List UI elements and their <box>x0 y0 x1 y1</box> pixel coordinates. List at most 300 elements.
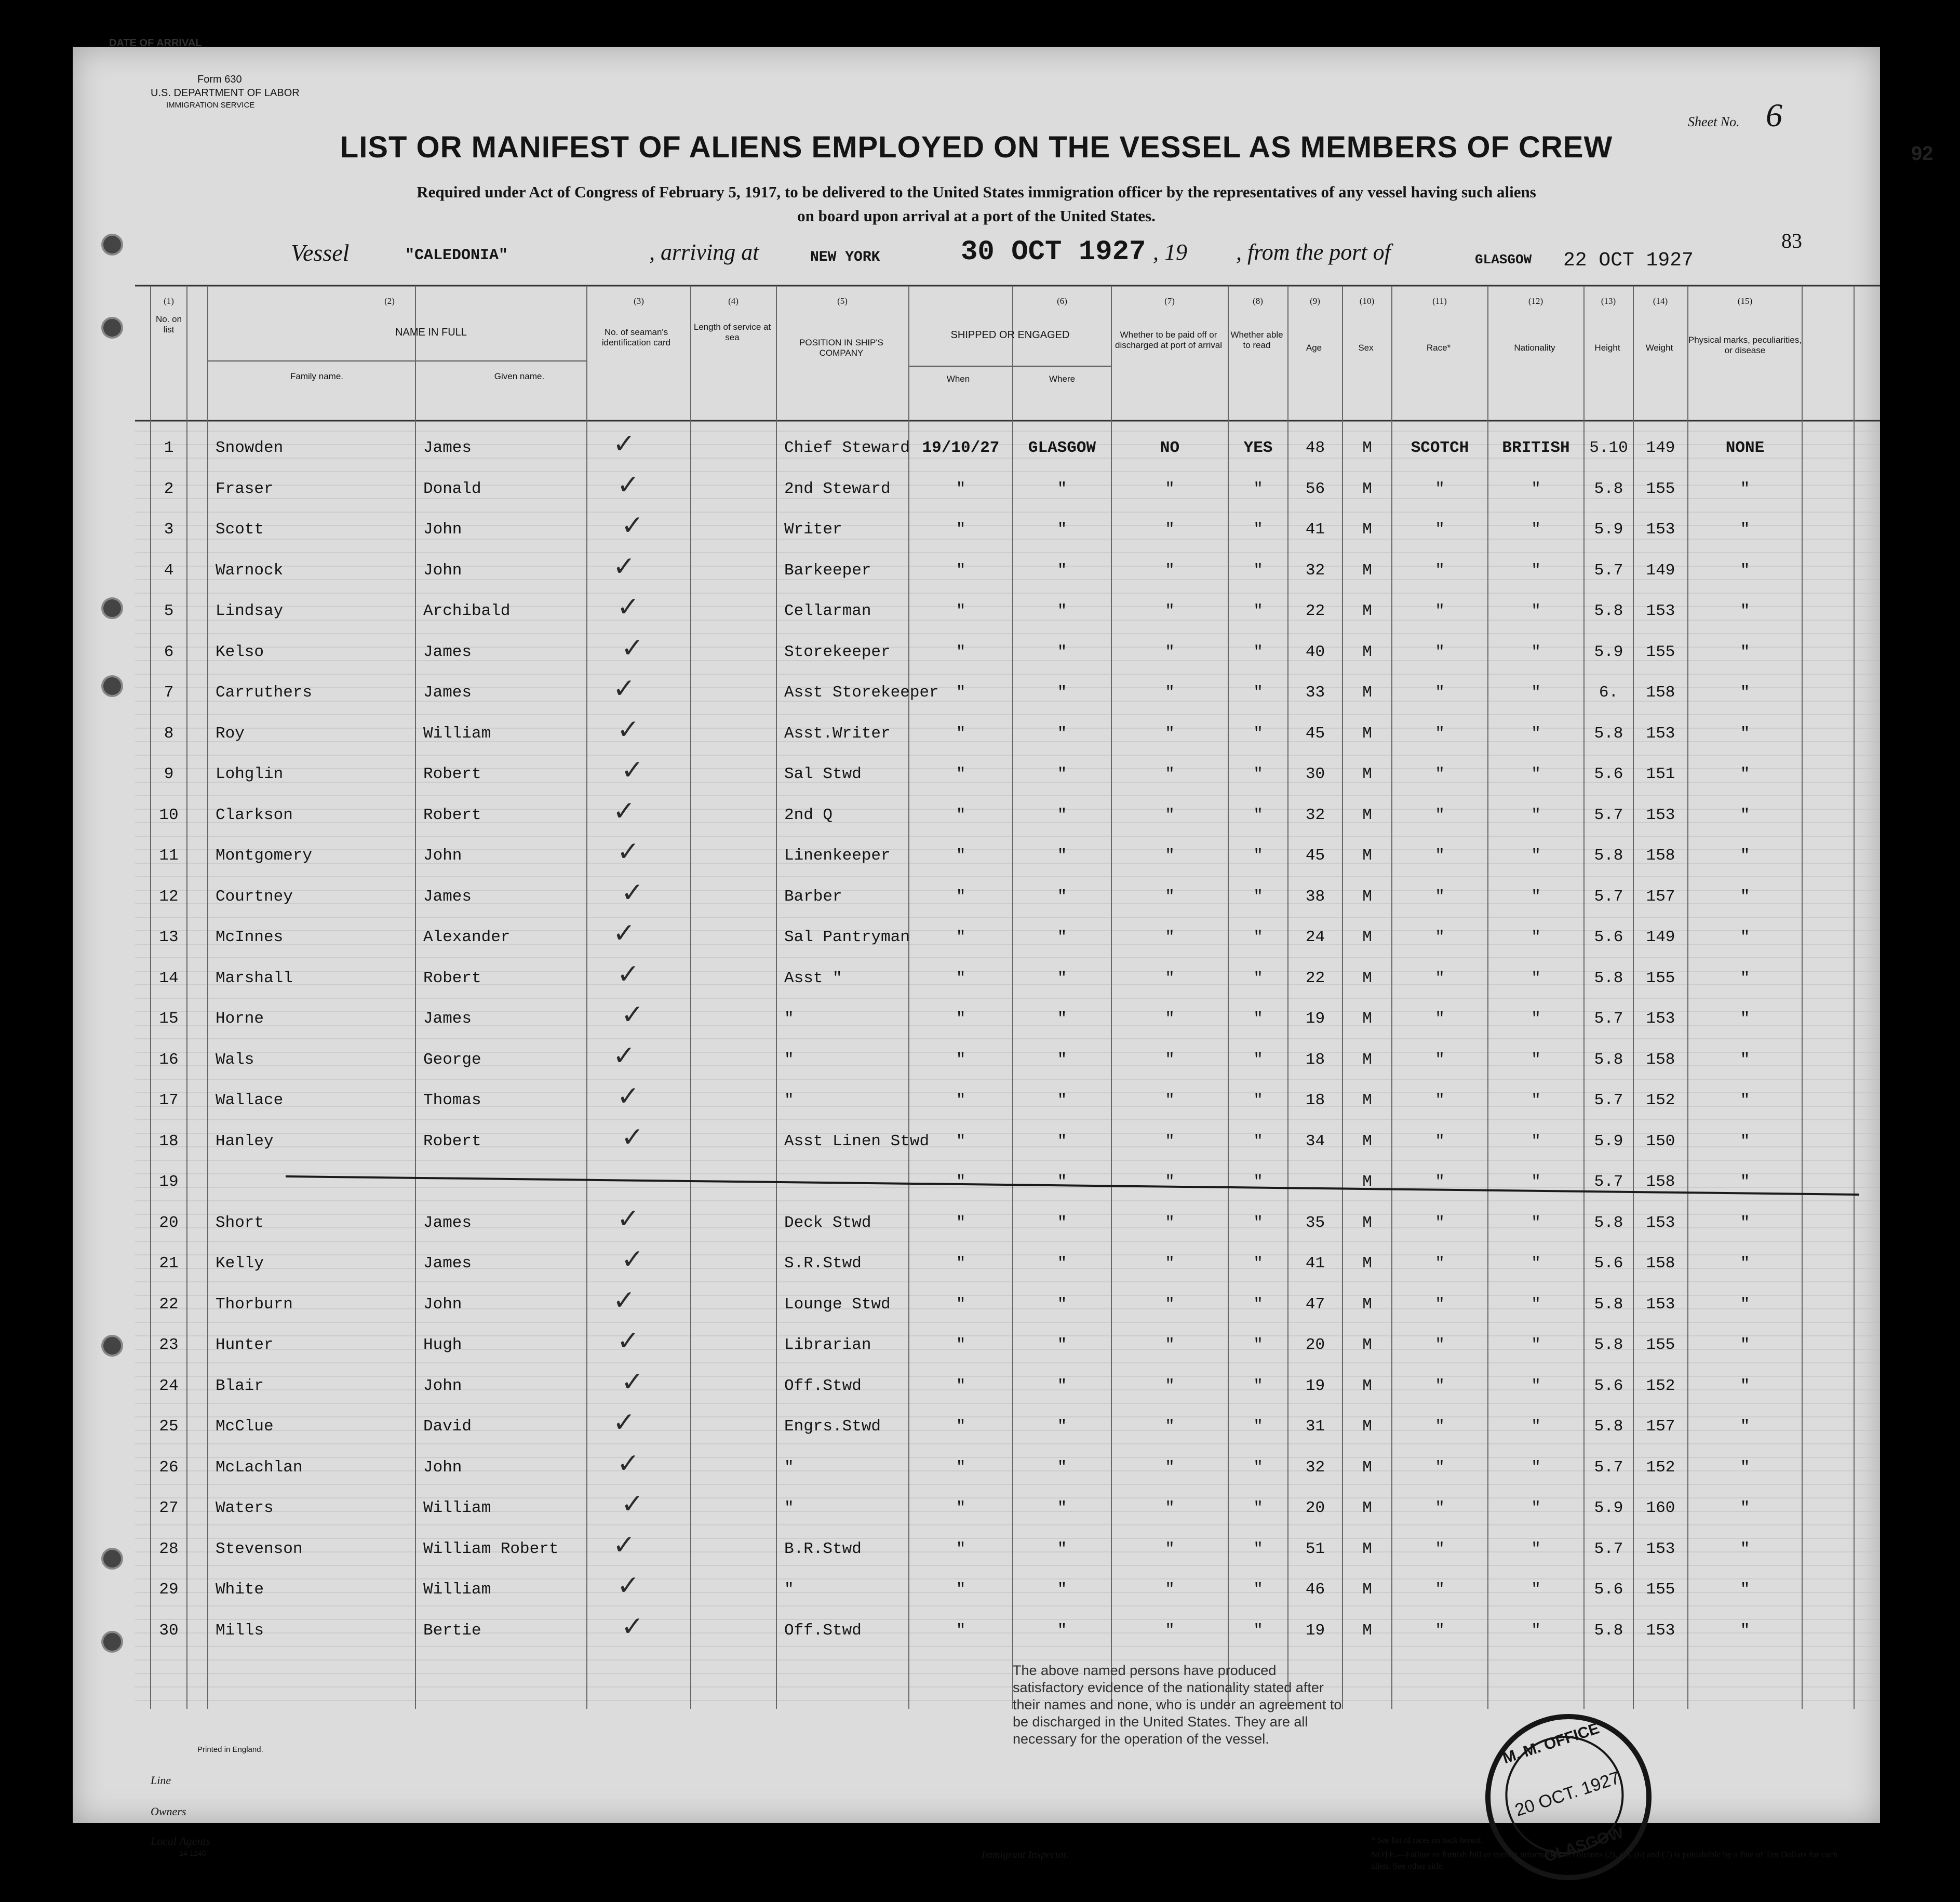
row-no: 14 <box>159 969 179 987</box>
row-nationality: " <box>1531 765 1541 783</box>
row-age: 47 <box>1305 1295 1325 1314</box>
row-when: " <box>956 887 966 906</box>
row-when: " <box>956 847 966 865</box>
row-height: 5.8 <box>1594 1295 1623 1314</box>
sheet-label: Sheet No. <box>1688 114 1740 129</box>
row-marks: " <box>1740 1091 1750 1109</box>
row-when: " <box>956 1295 966 1314</box>
row-nationality: " <box>1531 1295 1541 1314</box>
row-race: " <box>1435 1458 1445 1477</box>
row-weight: 152 <box>1646 1376 1675 1395</box>
row-weight: 153 <box>1646 1621 1675 1640</box>
row-height: 5.8 <box>1594 969 1623 987</box>
vessel-label: Vessel <box>291 239 350 266</box>
row-nationality: " <box>1531 561 1541 580</box>
row-where: " <box>1057 520 1067 539</box>
row-paid: " <box>1165 1417 1175 1436</box>
subtitle-line-1: Required under Act of Congress of February 5, 1917, to be delivered to the United States immigration officer by the representatives of any vessel having such aliens <box>417 183 1536 201</box>
row-read: " <box>1253 1621 1263 1640</box>
row-read: " <box>1253 1254 1263 1273</box>
row-nationality: " <box>1531 520 1541 539</box>
row-sex: M <box>1362 1173 1372 1191</box>
row-weight: 149 <box>1646 439 1675 457</box>
row-nationality: " <box>1531 1132 1541 1150</box>
row-weight: 153 <box>1646 520 1675 539</box>
row-weight: 152 <box>1646 1458 1675 1477</box>
row-no: 9 <box>164 765 174 783</box>
check-mark-icon: ✓ <box>613 428 636 460</box>
row-race: " <box>1435 969 1445 987</box>
row-no: 23 <box>159 1336 179 1354</box>
row-paid: " <box>1165 642 1175 661</box>
header-age: Age <box>1306 343 1322 353</box>
row-height: 5.9 <box>1594 1499 1623 1517</box>
row-position: " <box>784 1010 794 1028</box>
punch-hole <box>101 317 123 339</box>
check-mark-icon: ✓ <box>617 1325 640 1357</box>
row-nationality: BRITISH <box>1502 439 1570 457</box>
row-no: 13 <box>159 928 179 946</box>
row-when: " <box>956 1417 966 1436</box>
row-marks: " <box>1740 1376 1750 1395</box>
row-given: David <box>423 1417 472 1436</box>
row-where: " <box>1057 1580 1067 1599</box>
row-when: " <box>956 806 966 824</box>
row-read: " <box>1253 765 1263 783</box>
row-no: 24 <box>159 1376 179 1395</box>
row-age: 51 <box>1305 1539 1325 1558</box>
row-marks: " <box>1740 724 1750 743</box>
form-service: IMMIGRATION SERVICE <box>166 101 255 110</box>
row-when: " <box>956 1336 966 1354</box>
row-family: Kelly <box>216 1254 264 1273</box>
row-paid: " <box>1165 1254 1175 1273</box>
row-age: 22 <box>1305 969 1325 987</box>
form-code: 14-1240 <box>179 1849 206 1857</box>
check-mark-icon: ✓ <box>621 1121 644 1153</box>
row-where: " <box>1057 765 1067 783</box>
departure-date: 22 OCT 1927 <box>1563 249 1694 272</box>
row-read: " <box>1253 684 1263 702</box>
row-paid: " <box>1165 1295 1175 1314</box>
row-race: " <box>1435 1417 1445 1436</box>
row-when: " <box>956 1213 966 1232</box>
row-height: 5.7 <box>1594 1091 1623 1109</box>
row-race: " <box>1435 1580 1445 1599</box>
row-weight: 153 <box>1646 602 1675 620</box>
row-where: " <box>1057 1458 1067 1477</box>
row-when: " <box>956 561 966 580</box>
row-when: " <box>956 1621 966 1640</box>
row-where: " <box>1057 887 1067 906</box>
check-mark-icon: ✓ <box>617 592 640 623</box>
row-height: 5.9 <box>1594 1132 1623 1150</box>
row-sex: M <box>1362 847 1372 865</box>
row-no: 20 <box>159 1213 179 1232</box>
row-race: SCOTCH <box>1411 439 1469 457</box>
row-age: 41 <box>1305 520 1325 539</box>
row-position: Off.Stwd <box>784 1376 862 1395</box>
arrival-port: NEW YORK <box>810 249 880 265</box>
row-nationality: " <box>1531 1254 1541 1273</box>
row-age: 46 <box>1305 1580 1325 1599</box>
footer-note: NOTE.—Failure to furnish full or correct information in columns (2), (5), (6) and (7) is punishable by a fine of Ten Dollars for each alien. See other side. <box>1371 1850 1838 1871</box>
check-mark-icon: ✓ <box>613 551 636 582</box>
row-paid: " <box>1165 1580 1175 1599</box>
row-nationality: " <box>1531 1376 1541 1395</box>
row-given: Robert <box>423 806 481 824</box>
row-height: 5.8 <box>1594 1621 1623 1640</box>
row-position: Asst.Writer <box>784 724 891 743</box>
row-read: " <box>1253 1173 1263 1191</box>
row-height: 5.6 <box>1594 1376 1623 1395</box>
row-read: " <box>1253 1376 1263 1395</box>
row-race: " <box>1435 642 1445 661</box>
row-paid: " <box>1165 1132 1175 1150</box>
stamp-date: 20 OCT. 1927 <box>1512 1767 1622 1820</box>
row-no: 12 <box>159 887 179 906</box>
row-when: " <box>956 1010 966 1028</box>
row-weight: 158 <box>1646 1050 1675 1069</box>
row-sex: M <box>1362 684 1372 702</box>
column-number: (14) <box>1653 296 1668 306</box>
row-where: " <box>1057 1621 1067 1640</box>
stamp-top: M. M. OFFICE <box>1500 1720 1602 1767</box>
header-nationality: Nationality <box>1514 343 1555 353</box>
from-port: GLASGOW <box>1475 252 1532 267</box>
row-no: 19 <box>159 1173 179 1191</box>
row-family: Mills <box>216 1621 264 1640</box>
row-nationality: " <box>1531 1499 1541 1517</box>
row-height: 5.8 <box>1594 847 1623 865</box>
row-weight: 155 <box>1646 1580 1675 1599</box>
row-family: Marshall <box>216 969 293 987</box>
row-weight: 149 <box>1646 561 1675 580</box>
row-race: " <box>1435 602 1445 620</box>
row-given: William <box>423 724 491 743</box>
year-label: , 19 <box>1153 239 1187 265</box>
row-weight: 155 <box>1646 642 1675 661</box>
row-marks: " <box>1740 561 1750 580</box>
row-height: 5.7 <box>1594 1539 1623 1558</box>
header-race: Race* <box>1426 343 1451 353</box>
row-weight: 158 <box>1646 1254 1675 1273</box>
row-read: " <box>1253 520 1263 539</box>
row-read: " <box>1253 1336 1263 1354</box>
row-read: " <box>1253 1091 1263 1109</box>
row-where: " <box>1057 1050 1067 1069</box>
row-given: James <box>423 439 472 457</box>
row-paid: " <box>1165 969 1175 987</box>
check-mark-icon: ✓ <box>621 755 644 786</box>
check-mark-icon: ✓ <box>617 836 640 867</box>
row-paid: " <box>1165 1091 1175 1109</box>
row-family: McClue <box>216 1417 274 1436</box>
row-position: Sal Stwd <box>784 765 862 783</box>
row-position: " <box>784 1458 794 1477</box>
row-marks: " <box>1740 1336 1750 1354</box>
row-sex: M <box>1362 602 1372 620</box>
row-weight: 151 <box>1646 765 1675 783</box>
row-when: " <box>956 1173 966 1191</box>
row-paid: " <box>1165 561 1175 580</box>
row-age: 18 <box>1305 1091 1325 1109</box>
row-no: 5 <box>164 602 174 620</box>
row-race: " <box>1435 765 1445 783</box>
row-weight: 158 <box>1646 684 1675 702</box>
row-marks: NONE <box>1725 439 1765 457</box>
row-nationality: " <box>1531 887 1541 906</box>
row-weight: 158 <box>1646 847 1675 865</box>
row-read: " <box>1253 1580 1263 1599</box>
sheet-number: 6 <box>1766 97 1782 133</box>
row-family: Lohglin <box>216 765 284 783</box>
row-where: " <box>1057 724 1067 743</box>
row-nationality: " <box>1531 1336 1541 1354</box>
row-weight: 153 <box>1646 1539 1675 1558</box>
row-sex: M <box>1362 1213 1372 1232</box>
row-age: 33 <box>1305 684 1325 702</box>
row-family: Thorburn <box>216 1295 293 1314</box>
column-number: (5) <box>837 296 848 306</box>
row-where: " <box>1057 1091 1067 1109</box>
row-given: Robert <box>423 1132 481 1150</box>
vessel-name: "CALEDONIA" <box>405 247 508 264</box>
form-department: U.S. DEPARTMENT OF LABOR <box>151 87 300 99</box>
check-mark-icon: ✓ <box>621 1244 644 1275</box>
row-read: YES <box>1243 439 1273 457</box>
row-height: 5.7 <box>1594 887 1623 906</box>
row-race: " <box>1435 561 1445 580</box>
row-nationality: " <box>1531 1539 1541 1558</box>
row-height: 5.7 <box>1594 1458 1623 1477</box>
row-position: Asst Storekeeper <box>784 684 939 702</box>
row-when: " <box>956 1458 966 1477</box>
row-marks: " <box>1740 1295 1750 1314</box>
row-when: " <box>956 765 966 783</box>
row-age: 19 <box>1305 1621 1325 1640</box>
column-number: (15) <box>1737 296 1753 306</box>
header-physical: Physical marks, peculiarities, or disease <box>1688 335 1802 355</box>
row-sex: M <box>1362 724 1372 743</box>
row-nationality: " <box>1531 642 1541 661</box>
row-read: " <box>1253 1295 1263 1314</box>
row-no: 4 <box>164 561 174 580</box>
row-position: Storekeeper <box>784 642 891 661</box>
row-given: John <box>423 1458 462 1477</box>
row-nationality: " <box>1531 806 1541 824</box>
row-given: Alexander <box>423 928 511 946</box>
check-mark-icon: ✓ <box>621 1366 644 1398</box>
row-paid: " <box>1165 1173 1175 1191</box>
row-race: " <box>1435 1336 1445 1354</box>
row-read: " <box>1253 1499 1263 1517</box>
row-age: 38 <box>1305 887 1325 906</box>
header-family: Family name. <box>290 371 344 381</box>
row-marks: " <box>1740 642 1750 661</box>
row-read: " <box>1253 561 1263 580</box>
row-family: Waters <box>216 1499 274 1517</box>
row-given: Robert <box>423 765 481 783</box>
row-position: Cellarman <box>784 602 871 620</box>
row-race: " <box>1435 1376 1445 1395</box>
row-no: 17 <box>159 1091 179 1109</box>
check-mark-icon: ✓ <box>613 673 636 704</box>
row-sex: M <box>1362 1580 1372 1599</box>
row-paid: " <box>1165 724 1175 743</box>
row-weight: 157 <box>1646 1417 1675 1436</box>
row-height: 5.7 <box>1594 806 1623 824</box>
row-where: " <box>1057 1336 1067 1354</box>
row-sex: M <box>1362 887 1372 906</box>
row-race: " <box>1435 684 1445 702</box>
row-nationality: " <box>1531 1050 1541 1069</box>
row-given: James <box>423 1010 472 1028</box>
row-race: " <box>1435 928 1445 946</box>
row-no: 22 <box>159 1295 179 1314</box>
header-shipped: SHIPPED OR ENGAGED <box>950 329 1070 341</box>
row-no: 16 <box>159 1050 179 1069</box>
row-nationality: " <box>1531 1621 1541 1640</box>
row-family: Scott <box>216 520 264 539</box>
row-where: " <box>1057 928 1067 946</box>
header-weight: Weight <box>1645 343 1673 353</box>
row-paid: " <box>1165 1458 1175 1477</box>
row-position: 2nd Q <box>784 806 833 824</box>
arriving-label: , arriving at <box>649 239 759 265</box>
column-number: (12) <box>1528 296 1543 306</box>
row-race: " <box>1435 1254 1445 1273</box>
row-read: " <box>1253 1050 1263 1069</box>
row-where: " <box>1057 1376 1067 1395</box>
row-marks: " <box>1740 806 1750 824</box>
check-mark-icon: ✓ <box>617 1570 640 1601</box>
row-read: " <box>1253 479 1263 498</box>
check-mark-icon: ✓ <box>621 510 644 541</box>
owners-label: Owners <box>151 1805 186 1818</box>
check-mark-icon: ✓ <box>613 1040 636 1071</box>
column-number: (11) <box>1432 296 1447 306</box>
row-age: 45 <box>1305 847 1325 865</box>
row-position: Engrs.Stwd <box>784 1417 881 1436</box>
row-paid: " <box>1165 479 1175 498</box>
row-sex: M <box>1362 1621 1372 1640</box>
row-when: " <box>956 1539 966 1558</box>
check-mark-icon: ✓ <box>617 1081 640 1112</box>
top-stub: DATE OF ARRIVAL <box>109 37 202 49</box>
agents-label: Local Agents <box>151 1834 211 1847</box>
row-no: 18 <box>159 1132 179 1150</box>
row-no: 7 <box>164 684 174 702</box>
row-height: 5.8 <box>1594 1050 1623 1069</box>
column-number: (2) <box>384 296 395 306</box>
row-read: " <box>1253 969 1263 987</box>
row-position: Asst Linen Stwd <box>784 1132 930 1150</box>
row-where: " <box>1057 561 1067 580</box>
row-nationality: " <box>1531 969 1541 987</box>
row-paid: " <box>1165 1539 1175 1558</box>
row-when: " <box>956 1132 966 1150</box>
row-when: 19/10/27 <box>922 439 1000 457</box>
row-position: Linenkeeper <box>784 847 891 865</box>
row-given: John <box>423 520 462 539</box>
check-mark-icon: ✓ <box>617 469 640 501</box>
row-marks: " <box>1740 479 1750 498</box>
row-family: Hunter <box>216 1336 274 1354</box>
row-read: " <box>1253 1458 1263 1477</box>
row-when: " <box>956 1050 966 1069</box>
row-no: 27 <box>159 1499 179 1517</box>
row-when: " <box>956 724 966 743</box>
row-where: " <box>1057 1010 1067 1028</box>
row-when: " <box>956 969 966 987</box>
row-given: Bertie <box>423 1621 481 1640</box>
header-length-service: Length of service at sea <box>693 322 771 342</box>
row-age: 19 <box>1305 1376 1325 1395</box>
row-read: " <box>1253 1539 1263 1558</box>
row-when: " <box>956 1091 966 1109</box>
header-name: NAME IN FULL <box>395 327 467 338</box>
row-height: 5.7 <box>1594 1173 1623 1191</box>
row-sex: M <box>1362 1295 1372 1314</box>
row-family: Wals <box>216 1050 254 1069</box>
row-marks: " <box>1740 520 1750 539</box>
punch-hole <box>101 234 123 256</box>
row-age: 35 <box>1305 1213 1325 1232</box>
check-mark-icon: ✓ <box>617 714 640 745</box>
row-weight: 153 <box>1646 1213 1675 1232</box>
row-given: John <box>423 561 462 580</box>
row-weight: 160 <box>1646 1499 1675 1517</box>
row-given: James <box>423 684 472 702</box>
row-paid: " <box>1165 602 1175 620</box>
row-family: Courtney <box>216 887 293 906</box>
row-read: " <box>1253 1213 1263 1232</box>
row-position: Off.Stwd <box>784 1621 862 1640</box>
row-read: " <box>1253 642 1263 661</box>
row-given: Donald <box>423 479 481 498</box>
check-mark-icon: ✓ <box>613 1529 636 1561</box>
row-read: " <box>1253 1132 1263 1150</box>
row-race: " <box>1435 1621 1445 1640</box>
row-position: Barber <box>784 887 842 906</box>
row-paid: " <box>1165 1621 1175 1640</box>
check-mark-icon: ✓ <box>617 1203 640 1235</box>
row-race: " <box>1435 1132 1445 1150</box>
row-nationality: " <box>1531 1213 1541 1232</box>
row-marks: " <box>1740 1254 1750 1273</box>
row-nationality: " <box>1531 847 1541 865</box>
column-number: (3) <box>634 296 644 306</box>
check-mark-icon: ✓ <box>613 1407 636 1438</box>
row-when: " <box>956 479 966 498</box>
row-position: Chief Steward <box>784 439 910 457</box>
row-height: 5.7 <box>1594 561 1623 580</box>
row-family: Short <box>216 1213 264 1232</box>
check-mark-icon: ✓ <box>617 1448 640 1479</box>
row-paid: " <box>1165 1010 1175 1028</box>
row-family: Carruthers <box>216 684 313 702</box>
row-given: George <box>423 1050 481 1069</box>
form-number: Form 630 <box>197 74 242 85</box>
row-paid: " <box>1165 1050 1175 1069</box>
row-family: Kelso <box>216 642 264 661</box>
row-height: 5.8 <box>1594 1417 1623 1436</box>
punch-hole <box>101 1631 123 1653</box>
row-where: " <box>1057 479 1067 498</box>
row-paid: " <box>1165 1376 1175 1395</box>
races-note: * See list of races on back hereof. <box>1371 1836 1483 1845</box>
